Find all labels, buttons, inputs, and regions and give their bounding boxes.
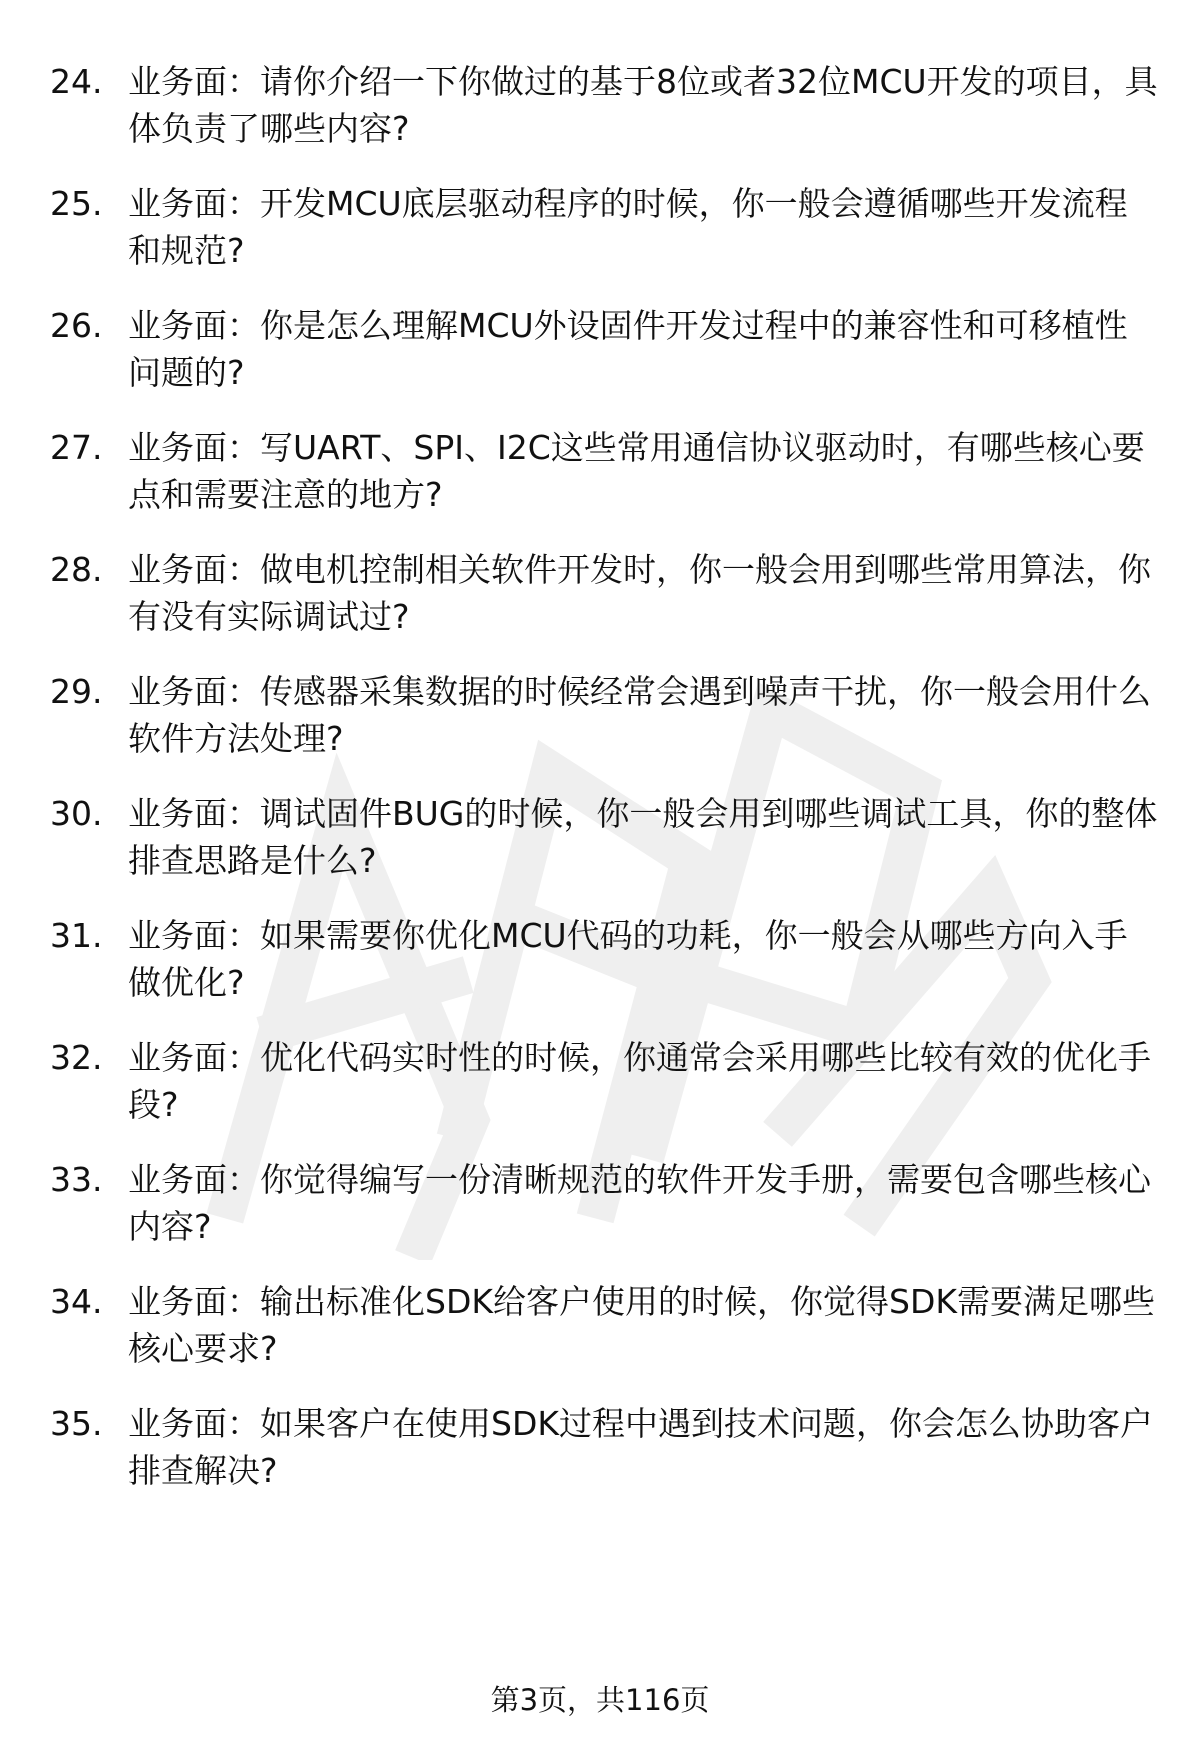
question-item [50,180,1160,274]
question-item [50,424,1160,518]
question-text: 业务面：优化代码实时性的时候，你通常会采用哪些比较有效的优化手段? [128,1038,1151,1124]
question-item [50,302,1160,396]
question-number: 29. [50,672,103,711]
question-text: 业务面：写UART、SPI、I2C这些常用通信协议驱动时，有哪些核心要点和需要注意的地方? [128,428,1145,514]
question-number: 27. [50,428,103,467]
question-item [50,58,1160,152]
question-number: 28. [50,550,103,589]
question-number: 35. [50,1404,103,1443]
question-text: 业务面：调试固件BUG的时候，你一般会用到哪些调试工具，你的整体排查思路是什么? [128,794,1158,880]
question-text: 业务面：你觉得编写一份清晰规范的软件开发手册，需要包含哪些核心内容? [128,1160,1151,1246]
question-number: 31. [50,916,103,955]
question-number: 33. [50,1160,103,1199]
question-text: 业务面：你是怎么理解MCU外设固件开发过程中的兼容性和可移植性问题的? [128,306,1128,392]
question-text: 业务面：如果客户在使用SDK过程中遇到技术问题，你会怎么协助客户排查解决? [128,1404,1153,1490]
question-text: 业务面：做电机控制相关软件开发时，你一般会用到哪些常用算法，你有没有实际调试过? [128,550,1151,636]
page-number-footer: 第3页，共116页 [490,1683,710,1717]
question-list [50,58,1160,1522]
question-item [50,790,1160,884]
question-item [50,912,1160,1006]
question-number: 24. [50,62,103,101]
question-number: 34. [50,1282,103,1321]
question-text: 业务面：开发MCU底层驱动程序的时候，你一般会遵循哪些开发流程和规范? [128,184,1128,270]
question-number: 32. [50,1038,103,1077]
question-number: 26. [50,306,103,345]
question-text: 业务面：输出标准化SDK给客户使用的时候，你觉得SDK需要满足哪些核心要求? [128,1282,1155,1368]
question-text: 业务面：传感器采集数据的时候经常会遇到噪声干扰，你一般会用什么软件方法处理? [128,672,1151,758]
question-item [50,1400,1160,1494]
question-item [50,1034,1160,1128]
question-item [50,546,1160,640]
question-item [50,1278,1160,1372]
question-number: 25. [50,184,103,223]
question-text: 业务面：如果需要你优化MCU代码的功耗，你一般会从哪些方向入手做优化? [128,916,1128,1002]
question-text: 业务面：请你介绍一下你做过的基于8位或者32位MCU开发的项目，具体负责了哪些内容? [128,62,1158,148]
question-item [50,668,1160,762]
question-item [50,1156,1160,1250]
question-number: 30. [50,794,103,833]
